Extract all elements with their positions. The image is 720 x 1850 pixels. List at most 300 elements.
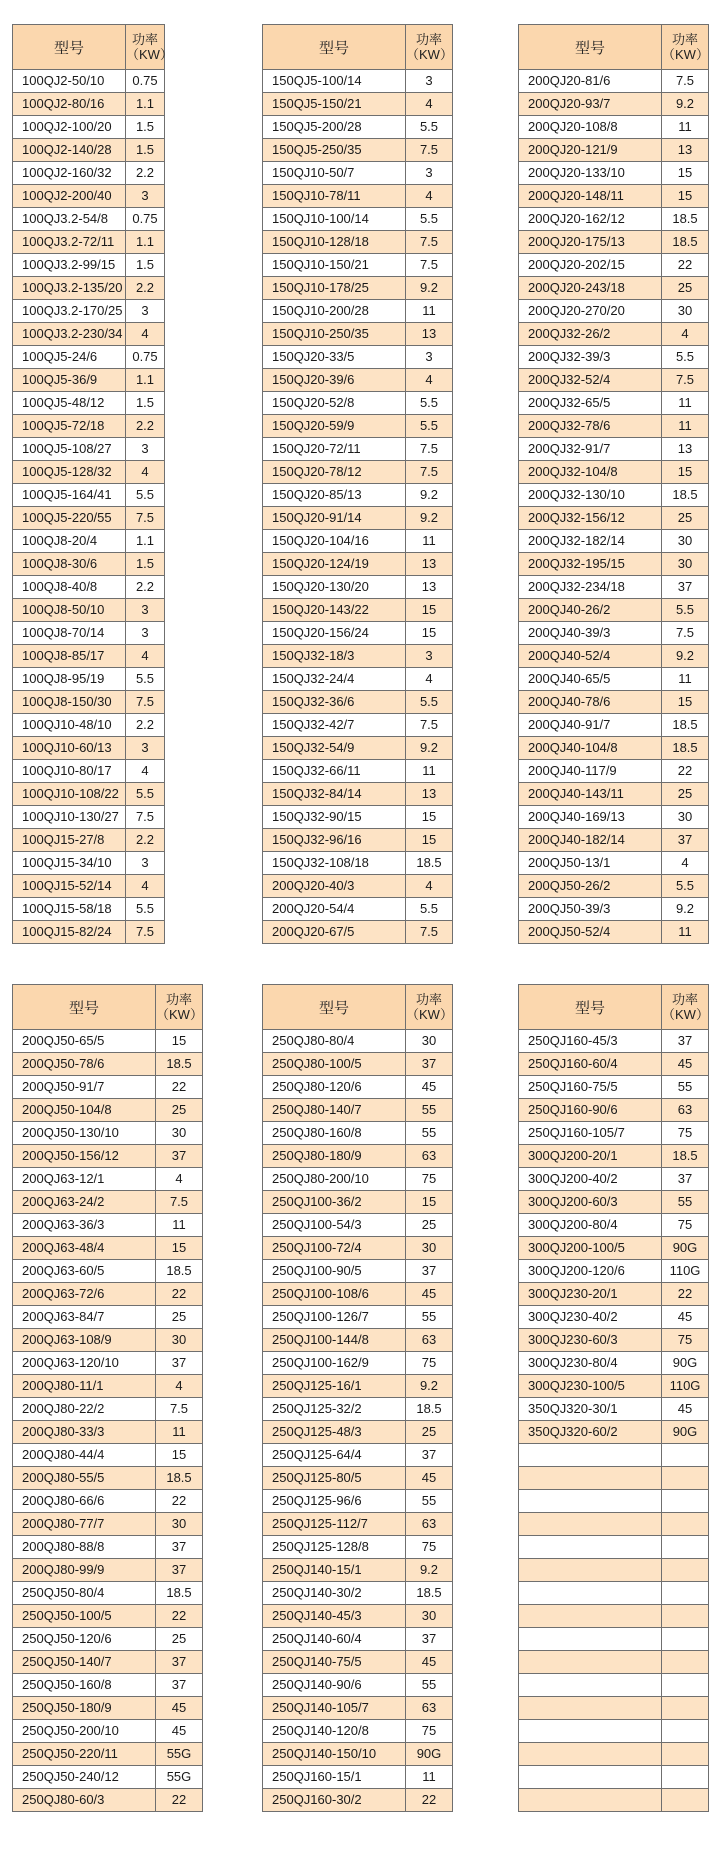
model-cell: 200QJ80-11/1: [13, 1375, 156, 1398]
power-cell: 11: [156, 1421, 203, 1444]
table-row: [13, 70, 165, 93]
table-row: [13, 346, 165, 369]
table-row: [263, 277, 453, 300]
power-cell: 9.2: [662, 645, 709, 668]
table-row: [263, 507, 453, 530]
table-row: [13, 93, 165, 116]
power-cell: 63: [406, 1145, 453, 1168]
table-row: [263, 254, 453, 277]
power-unit-label: （KW）: [662, 47, 709, 62]
model-cell: 100QJ15-82/24: [13, 921, 126, 944]
model-cell: 250QJ80-80/4: [263, 1030, 406, 1053]
power-column-header: [662, 25, 709, 70]
table-row: [263, 1398, 453, 1421]
table-row: [263, 737, 453, 760]
model-cell: 100QJ8-70/14: [13, 622, 126, 645]
table-row: [263, 714, 453, 737]
table-row: [519, 1352, 709, 1375]
power-cell: 18.5: [662, 714, 709, 737]
model-cell: [519, 1582, 662, 1605]
table-row: [519, 162, 709, 185]
table-row: [263, 645, 453, 668]
model-cell: 250QJ140-15/1: [263, 1559, 406, 1582]
power-cell: 11: [406, 530, 453, 553]
power-cell: 37: [156, 1559, 203, 1582]
table-row: [519, 1421, 709, 1444]
model-cell: 200QJ32-39/3: [519, 346, 662, 369]
model-cell: 150QJ10-78/11: [263, 185, 406, 208]
model-cell: 100QJ10-60/13: [13, 737, 126, 760]
table-row: [13, 1260, 203, 1283]
power-unit-label: （KW）: [156, 1007, 203, 1022]
table-row: [13, 1030, 203, 1053]
model-column-header: 型号: [519, 25, 662, 70]
table-row: [13, 1283, 203, 1306]
power-cell: 18.5: [406, 1582, 453, 1605]
model-cell: 150QJ20-104/16: [263, 530, 406, 553]
power-cell: 22: [156, 1283, 203, 1306]
power-cell: 18.5: [156, 1260, 203, 1283]
model-cell: 100QJ8-20/4: [13, 530, 126, 553]
power-cell: 1.5: [126, 139, 165, 162]
model-cell: 100QJ15-52/14: [13, 875, 126, 898]
table-row: [519, 576, 709, 599]
table-row: [13, 1191, 203, 1214]
table-row: [519, 1375, 709, 1398]
power-cell: 37: [662, 829, 709, 852]
power-cell: 22: [662, 254, 709, 277]
table-row: [13, 1789, 203, 1812]
table-row: [519, 898, 709, 921]
model-cell: 200QJ20-40/3: [263, 875, 406, 898]
power-cell: 90G: [406, 1743, 453, 1766]
model-cell: 250QJ100-36/2: [263, 1191, 406, 1214]
model-cell: 300QJ200-60/3: [519, 1191, 662, 1214]
table-row: [263, 1283, 453, 1306]
table-row: [263, 1674, 453, 1697]
model-cell: 250QJ80-160/8: [263, 1122, 406, 1145]
power-cell: 7.5: [406, 139, 453, 162]
table-row: [519, 484, 709, 507]
model-cell: [519, 1766, 662, 1789]
power-cell: 3: [126, 737, 165, 760]
table-row: [263, 852, 453, 875]
table-row: [263, 783, 453, 806]
power-cell: 55: [406, 1674, 453, 1697]
table-row: [519, 1214, 709, 1237]
model-cell: 250QJ50-240/12: [13, 1766, 156, 1789]
table-row: [263, 1099, 453, 1122]
empty-row: [519, 1467, 709, 1490]
model-cell: 300QJ200-120/6: [519, 1260, 662, 1283]
model-cell: 150QJ32-54/9: [263, 737, 406, 760]
model-cell: 100QJ5-48/12: [13, 392, 126, 415]
table-row: [263, 392, 453, 415]
table-row: [519, 1145, 709, 1168]
table-row: [13, 323, 165, 346]
model-cell: 250QJ80-140/7: [263, 1099, 406, 1122]
table-row: [263, 1191, 453, 1214]
model-cell: 200QJ50-39/3: [519, 898, 662, 921]
power-cell: [662, 1444, 709, 1467]
model-cell: 100QJ10-48/10: [13, 714, 126, 737]
table-row: [13, 415, 165, 438]
table-row: [263, 1329, 453, 1352]
model-cell: 200QJ40-52/4: [519, 645, 662, 668]
power-cell: 15: [406, 599, 453, 622]
power-cell: 9.2: [662, 898, 709, 921]
model-cell: 200QJ63-36/3: [13, 1214, 156, 1237]
table-row: [519, 93, 709, 116]
power-cell: 15: [662, 461, 709, 484]
table-row: [13, 806, 165, 829]
model-cell: 150QJ10-150/21: [263, 254, 406, 277]
table-row: [13, 208, 165, 231]
model-cell: 150QJ20-78/12: [263, 461, 406, 484]
power-cell: 45: [662, 1398, 709, 1421]
model-cell: 300QJ230-80/4: [519, 1352, 662, 1375]
power-cell: 2.2: [126, 277, 165, 300]
power-cell: 25: [662, 277, 709, 300]
table-row: [263, 760, 453, 783]
power-cell: 25: [156, 1628, 203, 1651]
power-cell: 13: [662, 438, 709, 461]
power-cell: 18.5: [406, 852, 453, 875]
model-cell: 100QJ5-128/32: [13, 461, 126, 484]
model-cell: 100QJ15-34/10: [13, 852, 126, 875]
table-row: [263, 415, 453, 438]
power-cell: 1.1: [126, 231, 165, 254]
power-cell: 11: [156, 1214, 203, 1237]
model-cell: 250QJ80-100/5: [263, 1053, 406, 1076]
table-row: [13, 1329, 203, 1352]
model-cell: 200QJ63-72/6: [13, 1283, 156, 1306]
model-cell: 350QJ320-60/2: [519, 1421, 662, 1444]
power-cell: [662, 1513, 709, 1536]
power-cell: 18.5: [662, 484, 709, 507]
pump-table-5: [262, 984, 453, 1812]
model-cell: 250QJ50-80/4: [13, 1582, 156, 1605]
power-cell: 4: [126, 645, 165, 668]
model-cell: 250QJ100-144/8: [263, 1329, 406, 1352]
model-cell: 100QJ8-95/19: [13, 668, 126, 691]
model-cell: 250QJ160-90/6: [519, 1099, 662, 1122]
table-row: [13, 369, 165, 392]
model-cell: 250QJ125-64/4: [263, 1444, 406, 1467]
model-cell: 100QJ2-80/16: [13, 93, 126, 116]
table-row: [13, 1605, 203, 1628]
power-cell: 4: [156, 1168, 203, 1191]
power-cell: 55: [406, 1490, 453, 1513]
power-cell: 4: [126, 461, 165, 484]
power-cell: 55: [662, 1191, 709, 1214]
model-cell: [519, 1444, 662, 1467]
table-row: [519, 760, 709, 783]
power-cell: 7.5: [406, 714, 453, 737]
power-cell: [662, 1605, 709, 1628]
model-cell: 200QJ40-65/5: [519, 668, 662, 691]
power-cell: 7.5: [156, 1191, 203, 1214]
table-row: [519, 1053, 709, 1076]
power-cell: 63: [406, 1329, 453, 1352]
model-cell: 100QJ3.2-99/15: [13, 254, 126, 277]
model-cell: 150QJ20-33/5: [263, 346, 406, 369]
table-row: [13, 1168, 203, 1191]
table-row: [263, 668, 453, 691]
model-cell: [519, 1720, 662, 1743]
power-cell: 18.5: [662, 208, 709, 231]
power-cell: 11: [406, 760, 453, 783]
model-cell: 350QJ320-30/1: [519, 1398, 662, 1421]
model-cell: 200QJ20-243/18: [519, 277, 662, 300]
power-cell: 13: [406, 783, 453, 806]
power-cell: 5.5: [406, 116, 453, 139]
model-cell: [519, 1697, 662, 1720]
power-cell: 9.2: [406, 484, 453, 507]
empty-row: [519, 1628, 709, 1651]
model-cell: 100QJ3.2-230/34: [13, 323, 126, 346]
table-row: [13, 1306, 203, 1329]
table-row: [263, 1720, 453, 1743]
power-cell: 30: [662, 806, 709, 829]
table-row: [519, 806, 709, 829]
table-row: [519, 254, 709, 277]
power-cell: 4: [406, 668, 453, 691]
model-cell: 250QJ140-45/3: [263, 1605, 406, 1628]
table-row: [519, 392, 709, 415]
table-row: [13, 1444, 203, 1467]
model-cell: 250QJ160-30/2: [263, 1789, 406, 1812]
model-cell: [519, 1605, 662, 1628]
model-cell: 200QJ40-39/3: [519, 622, 662, 645]
table-row: [13, 622, 165, 645]
power-cell: 63: [406, 1697, 453, 1720]
power-cell: 75: [662, 1122, 709, 1145]
model-cell: 250QJ100-72/4: [263, 1237, 406, 1260]
power-cell: 18.5: [662, 737, 709, 760]
model-cell: 200QJ50-78/6: [13, 1053, 156, 1076]
table-row: [13, 875, 165, 898]
power-cell: 30: [406, 1237, 453, 1260]
table-row: [13, 1513, 203, 1536]
model-cell: 150QJ10-128/18: [263, 231, 406, 254]
table-row: [263, 1766, 453, 1789]
model-cell: 150QJ32-66/11: [263, 760, 406, 783]
pump-table-1: [12, 24, 173, 944]
model-cell: 100QJ8-40/8: [13, 576, 126, 599]
table-row: [519, 645, 709, 668]
power-cell: 7.5: [662, 622, 709, 645]
power-cell: 45: [156, 1720, 203, 1743]
table-row: [263, 921, 453, 944]
model-cell: 200QJ32-104/8: [519, 461, 662, 484]
empty-row: [519, 1536, 709, 1559]
power-cell: 2.2: [126, 576, 165, 599]
power-cell: [662, 1559, 709, 1582]
table-row: [519, 1260, 709, 1283]
power-cell: 55: [406, 1122, 453, 1145]
table-row: [263, 1168, 453, 1191]
power-cell: 5.5: [406, 415, 453, 438]
table-row: [519, 1099, 709, 1122]
model-cell: 250QJ80-180/9: [263, 1145, 406, 1168]
power-cell: 5.5: [662, 599, 709, 622]
table-row: [263, 93, 453, 116]
model-cell: 300QJ230-100/5: [519, 1375, 662, 1398]
table-row: [13, 576, 165, 599]
pump-table-3: [518, 24, 709, 944]
model-cell: 250QJ50-140/7: [13, 1651, 156, 1674]
table-header-row: [263, 25, 453, 70]
model-cell: 300QJ230-20/1: [519, 1283, 662, 1306]
table-row: [263, 1559, 453, 1582]
power-cell: [662, 1697, 709, 1720]
model-cell: 200QJ20-67/5: [263, 921, 406, 944]
model-cell: 300QJ200-100/5: [519, 1237, 662, 1260]
table-row: [519, 507, 709, 530]
table-row: [263, 231, 453, 254]
table-row: [13, 1099, 203, 1122]
power-cell: 15: [662, 162, 709, 185]
empty-row: [519, 1444, 709, 1467]
table-row: [519, 323, 709, 346]
table-row: [263, 1030, 453, 1053]
table-row: [13, 277, 165, 300]
model-cell: 200QJ63-84/7: [13, 1306, 156, 1329]
table-row: [263, 1444, 453, 1467]
empty-row: [519, 1766, 709, 1789]
model-cell: [519, 1513, 662, 1536]
power-column-header: [156, 985, 203, 1030]
model-cell: 150QJ32-96/16: [263, 829, 406, 852]
model-cell: [519, 1559, 662, 1582]
table-row: [263, 1697, 453, 1720]
power-cell: 37: [156, 1536, 203, 1559]
power-cell: 4: [406, 875, 453, 898]
power-cell: [662, 1467, 709, 1490]
table-row: [13, 1375, 203, 1398]
empty-row: [519, 1789, 709, 1812]
power-cell: 110G: [662, 1375, 709, 1398]
model-cell: 100QJ8-150/30: [13, 691, 126, 714]
power-cell: 9.2: [406, 737, 453, 760]
power-cell: 13: [662, 139, 709, 162]
table-row: [13, 438, 165, 461]
model-cell: 200QJ32-156/12: [519, 507, 662, 530]
table-row: [13, 1490, 203, 1513]
model-cell: 150QJ20-143/22: [263, 599, 406, 622]
table-row: [263, 1651, 453, 1674]
power-cell: 22: [156, 1605, 203, 1628]
model-cell: 200QJ40-26/2: [519, 599, 662, 622]
power-cell: 18.5: [406, 1398, 453, 1421]
model-cell: 250QJ125-32/2: [263, 1398, 406, 1421]
table-row: [263, 553, 453, 576]
power-cell: 75: [662, 1329, 709, 1352]
power-cell: 22: [662, 760, 709, 783]
table-row: [13, 1214, 203, 1237]
model-cell: 250QJ160-60/4: [519, 1053, 662, 1076]
table-row: [263, 70, 453, 93]
table-row: [13, 553, 165, 576]
power-cell: 2.2: [126, 714, 165, 737]
table-row: [13, 1720, 203, 1743]
power-cell: 1.5: [126, 116, 165, 139]
power-cell: 75: [406, 1536, 453, 1559]
table-row: [263, 1306, 453, 1329]
empty-row: [519, 1559, 709, 1582]
table-row: [519, 921, 709, 944]
power-cell: 11: [406, 300, 453, 323]
power-cell: 15: [156, 1237, 203, 1260]
table-row: [519, 737, 709, 760]
table-row: [13, 737, 165, 760]
power-cell: [662, 1766, 709, 1789]
table-row: [263, 1536, 453, 1559]
model-cell: 250QJ140-120/8: [263, 1720, 406, 1743]
power-cell: 15: [406, 829, 453, 852]
model-cell: 150QJ10-200/28: [263, 300, 406, 323]
model-cell: 150QJ5-100/14: [263, 70, 406, 93]
table-row: [13, 139, 165, 162]
power-unit-label: （KW）: [662, 1007, 709, 1022]
table-row: [519, 116, 709, 139]
model-column-header: 型号: [519, 985, 662, 1030]
power-cell: 37: [156, 1674, 203, 1697]
model-cell: 200QJ32-182/14: [519, 530, 662, 553]
model-cell: 200QJ20-93/7: [519, 93, 662, 116]
power-cell: 5.5: [662, 346, 709, 369]
model-cell: 200QJ80-22/2: [13, 1398, 156, 1421]
power-cell: 13: [406, 323, 453, 346]
model-column-header: 型号: [263, 985, 406, 1030]
table-row: [519, 1237, 709, 1260]
model-cell: 250QJ80-60/3: [13, 1789, 156, 1812]
power-column-header: [662, 985, 709, 1030]
table-row: [13, 829, 165, 852]
power-cell: 18.5: [662, 231, 709, 254]
power-unit-label: （KW）: [126, 47, 173, 62]
model-cell: 250QJ50-220/11: [13, 1743, 156, 1766]
power-cell: 2.2: [126, 829, 165, 852]
pump-table-2: [262, 24, 453, 944]
model-cell: 100QJ8-85/17: [13, 645, 126, 668]
power-cell: 3: [406, 346, 453, 369]
power-cell: 7.5: [406, 231, 453, 254]
power-cell: 15: [662, 185, 709, 208]
model-cell: 100QJ10-130/27: [13, 806, 126, 829]
model-cell: 100QJ10-108/22: [13, 783, 126, 806]
power-cell: 25: [156, 1099, 203, 1122]
table-row: [263, 346, 453, 369]
power-cell: 37: [406, 1628, 453, 1651]
model-cell: 200QJ32-130/10: [519, 484, 662, 507]
model-cell: 100QJ15-27/8: [13, 829, 126, 852]
power-cell: 7.5: [406, 461, 453, 484]
table-row: [263, 484, 453, 507]
power-cell: 4: [126, 323, 165, 346]
model-cell: 200QJ40-117/9: [519, 760, 662, 783]
table-row: [13, 1674, 203, 1697]
model-cell: 250QJ125-128/8: [263, 1536, 406, 1559]
power-cell: [662, 1651, 709, 1674]
power-cell: 3: [406, 70, 453, 93]
power-cell: 63: [406, 1513, 453, 1536]
model-cell: 150QJ20-156/24: [263, 622, 406, 645]
model-cell: 250QJ125-112/7: [263, 1513, 406, 1536]
model-cell: [519, 1490, 662, 1513]
model-cell: 150QJ5-200/28: [263, 116, 406, 139]
